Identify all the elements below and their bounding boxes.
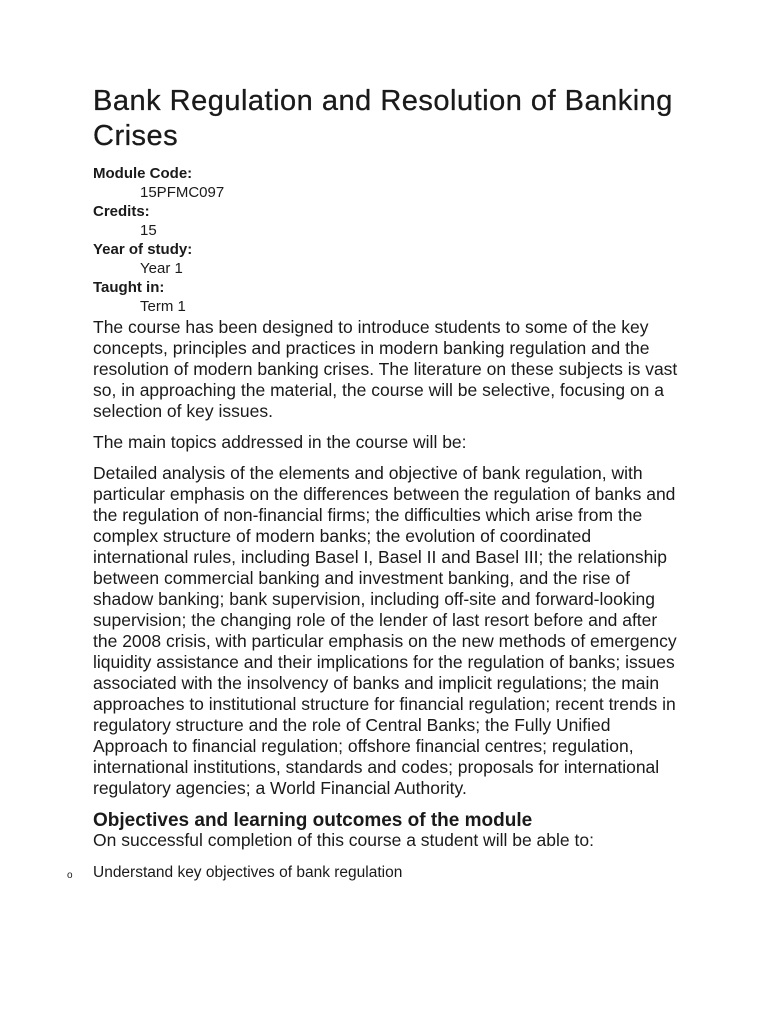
topics-paragraph: Detailed analysis of the elements and objective of bank regulation, with particular emphasis on the differences between the regulation of banks and the regulation of non-financial firms; the difficulties which arise from the complex structure of modern banks; the evolution of coordinated international rules, including Basel I, Basel II and Basel III; the relationship between commercial banking and investment banking, and the rise of shadow banking; bank supervision, including off-site and forward-looking supervision; the changing role of the lender of last resort before and after the 2008 crisis, with particular emphasis on the new methods of emergency liquidity assistance and their implications for the regulation of banks; issues associated with the insolvency of banks and implicit regulations; the main approaches to institutional structure for financial regulation; recent trends in regulatory structure and the role of Central Banks; the Fully Unified Approach to financial regulation; offshore financial centres; regulation, international institutions, standards and codes; proposals for international regulatory agencies; a World Financial Authority.: [93, 463, 677, 798]
objectives-heading: Objectives and learning outcomes of the module: [93, 810, 533, 831]
bullet-circle-icon: o: [67, 870, 73, 881]
year-of-study-value: Year 1: [140, 260, 183, 277]
list-item-text: Understand key objectives of bank regulation: [93, 864, 403, 881]
intro-paragraph: The course has been designed to introduce students to some of the key concepts, principles and practices in modern banking regulation and the resolution of modern banking crises. The literature on these subjects is vast so, in approaching the material, the course will be selective, focusing on a selection of key issues.: [93, 317, 678, 421]
module-code-label: Module Code:: [93, 165, 193, 182]
list-item: [67, 863, 683, 882]
taught-in-label: Taught in:: [93, 279, 165, 296]
credits-value: 15: [140, 222, 157, 239]
topics-intro-paragraph: The main topics addressed in the course will be:: [93, 432, 467, 452]
objectives-list: [67, 863, 683, 882]
objectives-intro-paragraph: On successful completion of this course a student will be able to:: [93, 830, 594, 850]
year-of-study-label: Year of study:: [93, 241, 193, 258]
credits-label: Credits:: [93, 203, 150, 220]
module-code-value: 15PFMC097: [140, 184, 225, 201]
page-title: Bank Regulation and Resolution of Banking Crises: [93, 85, 673, 152]
document-page: [67, 84, 683, 882]
module-details: [93, 164, 683, 316]
taught-in-value: Term 1: [140, 298, 186, 315]
